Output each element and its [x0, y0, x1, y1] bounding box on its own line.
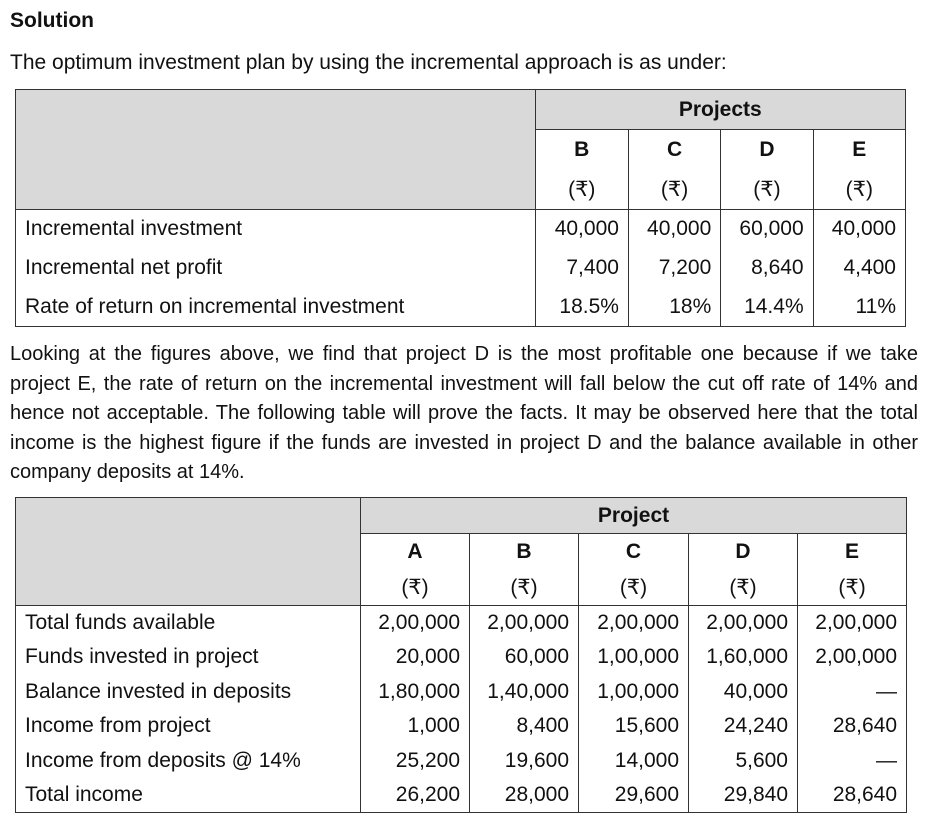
table2-col-b: B	[470, 534, 579, 570]
cell-value: 11%	[813, 288, 905, 327]
cell-value: 1,60,000	[689, 640, 798, 675]
incremental-table	[15, 89, 906, 327]
table-row	[16, 249, 906, 288]
table2-col-e: E	[798, 534, 907, 570]
row-label: Income from project	[16, 709, 361, 744]
table-row	[16, 778, 907, 813]
cell-value: 14,000	[579, 744, 689, 779]
table1-currency-c: (₹)	[628, 170, 720, 210]
cell-value: 7,400	[535, 249, 628, 288]
row-label: Incremental net profit	[16, 249, 536, 288]
row-label: Rate of return on incremental investment	[16, 288, 536, 327]
intro-text: The optimum investment plan by using the incremental approach is as under:	[10, 51, 727, 74]
cell-value: 1,000	[361, 709, 470, 744]
cell-value: 20,000	[361, 640, 470, 675]
cell-value: 7,200	[628, 249, 720, 288]
table-row	[16, 709, 907, 744]
cell-value: 18.5%	[535, 288, 628, 327]
table2-currency-d: (₹)	[689, 570, 798, 606]
table2-currency-e: (₹)	[798, 570, 907, 606]
cell-value: 19,600	[470, 744, 579, 779]
cell-value: 1,80,000	[361, 675, 470, 710]
cell-value: 18%	[628, 288, 720, 327]
table2-col-c: C	[579, 534, 689, 570]
table1-col-c: C	[628, 130, 720, 170]
table2-currency-c: (₹)	[579, 570, 689, 606]
cell-value: —	[798, 675, 907, 710]
explanation-paragraph: Looking at the figures above, we find that project D is the most profitable one because if we take project E, the rate of return on the incremental investment will fall below the cut off rate of 14% and hence not acceptable. The following table will prove the facts. It may be observed here that the total income is the highest figure if the funds are invested in project D and the balance available in other company deposits at 14%.	[10, 343, 918, 483]
table-row	[16, 744, 907, 779]
table-row	[16, 675, 907, 710]
table-row	[16, 606, 907, 641]
row-label: Total income	[16, 778, 361, 813]
table-row	[16, 210, 906, 249]
cell-value: 8,640	[721, 249, 813, 288]
cell-value: 2,00,000	[579, 606, 689, 641]
cell-value: 5,600	[689, 744, 798, 779]
cell-value: 1,00,000	[579, 675, 689, 710]
cell-value: 2,00,000	[689, 606, 798, 641]
income-table	[15, 497, 907, 813]
table1-col-d: D	[721, 130, 813, 170]
cell-value: 8,400	[470, 709, 579, 744]
cell-value: 2,00,000	[361, 606, 470, 641]
table1-currency-d: (₹)	[721, 170, 813, 210]
table2-col-d: D	[689, 534, 798, 570]
cell-value: 28,000	[470, 778, 579, 813]
table1-col-b: B	[535, 130, 628, 170]
cell-value: 14.4%	[721, 288, 813, 327]
table1-group-label: Projects	[535, 90, 905, 130]
table2-currency-b: (₹)	[470, 570, 579, 606]
table1-currency-b: (₹)	[535, 170, 628, 210]
cell-value: 4,400	[813, 249, 905, 288]
cell-value: 60,000	[721, 210, 813, 249]
cell-value: 24,240	[689, 709, 798, 744]
cell-value: 60,000	[470, 640, 579, 675]
cell-value: 40,000	[535, 210, 628, 249]
cell-value: 28,640	[798, 778, 907, 813]
table2-col-a: A	[361, 534, 470, 570]
cell-value: 1,00,000	[579, 640, 689, 675]
row-label: Income from deposits @ 14%	[16, 744, 361, 779]
table-row	[16, 288, 906, 327]
cell-value: 40,000	[813, 210, 905, 249]
table-row	[16, 640, 907, 675]
cell-value: 40,000	[628, 210, 720, 249]
row-label: Incremental investment	[16, 210, 536, 249]
cell-value: 29,600	[579, 778, 689, 813]
cell-value: 40,000	[689, 675, 798, 710]
cell-value: 15,600	[579, 709, 689, 744]
table1-header-blank	[16, 90, 536, 210]
cell-value: —	[798, 744, 907, 779]
row-label: Total funds available	[16, 606, 361, 641]
cell-value: 1,40,000	[470, 675, 579, 710]
solution-heading: Solution	[10, 9, 94, 32]
table1-col-e: E	[813, 130, 905, 170]
cell-value: 2,00,000	[470, 606, 579, 641]
row-label: Balance invested in deposits	[16, 675, 361, 710]
cell-value: 29,840	[689, 778, 798, 813]
cell-value: 25,200	[361, 744, 470, 779]
row-label: Funds invested in project	[16, 640, 361, 675]
table2-header-blank	[16, 498, 361, 606]
cell-value: 26,200	[361, 778, 470, 813]
table2-group-label: Project	[361, 498, 907, 534]
table1-currency-e: (₹)	[813, 170, 905, 210]
cell-value: 2,00,000	[798, 606, 907, 641]
table2-currency-a: (₹)	[361, 570, 470, 606]
cell-value: 2,00,000	[798, 640, 907, 675]
cell-value: 28,640	[798, 709, 907, 744]
